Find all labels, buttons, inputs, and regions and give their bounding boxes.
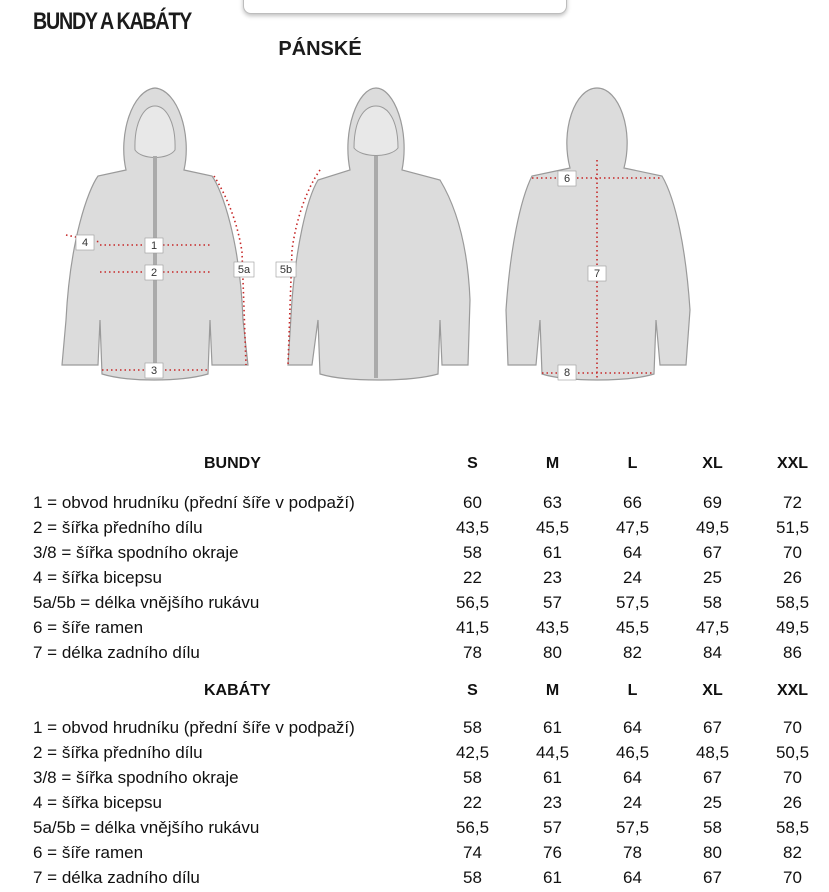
cell-s: 56,5 [455, 593, 490, 612]
row-label: 7 = délka zadního dílu [33, 868, 200, 887]
cell-m: 61 [543, 868, 562, 887]
cell-xxl: 26 [783, 568, 802, 587]
svg-text:5b: 5b [279, 264, 293, 276]
cell-xxl: 86 [783, 643, 802, 662]
cell-xl: 25 [703, 793, 722, 812]
cell-l: 57,5 [615, 818, 650, 837]
cell-l: 64 [623, 543, 642, 562]
cell-xl: 47,5 [695, 618, 730, 637]
size-header-l: L [627, 682, 638, 699]
svg-text:2: 2 [150, 267, 158, 279]
svg-text:4: 4 [81, 237, 89, 249]
row-label: 3/8 = šířka spodního okraje [33, 768, 239, 787]
cell-l: 64 [623, 868, 642, 887]
table-title: BUNDY [204, 455, 261, 472]
size-header-s: S [467, 455, 478, 472]
table-header [0, 682, 829, 706]
jacket-back-figure [506, 88, 690, 380]
cell-s: 43,5 [455, 518, 490, 537]
marker-4 [76, 235, 94, 250]
svg-text:1: 1 [150, 240, 158, 252]
table-row [0, 568, 829, 592]
cell-xxl: 58,5 [775, 593, 810, 612]
row-label: 5a/5b = délka vnějšího rukávu [33, 818, 260, 837]
cell-m: 63 [543, 493, 562, 512]
table-row [0, 768, 829, 792]
cell-s: 22 [463, 793, 482, 812]
cell-l: 78 [623, 843, 642, 862]
cell-xl: 67 [703, 718, 722, 737]
table-row [0, 493, 829, 517]
size-header-m: M [545, 455, 560, 472]
table-row [0, 593, 829, 617]
cell-xxl: 70 [783, 543, 802, 562]
marker-7 [588, 266, 606, 281]
cell-xxl: 50,5 [775, 743, 810, 762]
cell-s: 74 [463, 843, 482, 862]
cell-xl: 69 [703, 493, 722, 512]
cell-s: 58 [463, 868, 482, 887]
cell-xxl: 72 [783, 493, 802, 512]
jacket-front-figure [62, 88, 248, 380]
marker-1 [145, 238, 163, 253]
cell-xl: 67 [703, 868, 722, 887]
table-row [0, 518, 829, 542]
cell-m: 57 [543, 593, 562, 612]
jacket-side-figure [288, 88, 470, 380]
size-header-xl: XL [702, 455, 723, 472]
cell-l: 45,5 [615, 618, 650, 637]
table-title: KABÁTY [204, 682, 271, 699]
cell-xxl: 70 [783, 868, 802, 887]
cell-m: 61 [543, 543, 562, 562]
cell-m: 23 [543, 793, 562, 812]
cell-l: 57,5 [615, 593, 650, 612]
cell-xl: 67 [703, 543, 722, 562]
svg-text:7: 7 [593, 268, 601, 280]
cell-l: 66 [623, 493, 642, 512]
cell-m: 61 [543, 768, 562, 787]
cell-s: 58 [463, 718, 482, 737]
cell-l: 64 [623, 768, 642, 787]
cell-xl: 48,5 [695, 743, 730, 762]
size-header-m: M [545, 682, 560, 699]
row-label: 4 = šířka bicepsu [33, 793, 162, 812]
cell-xxl: 82 [783, 843, 802, 862]
marker-6 [558, 171, 576, 186]
cell-xl: 67 [703, 768, 722, 787]
cell-s: 42,5 [455, 743, 490, 762]
table-row [0, 543, 829, 567]
size-header-s: S [467, 682, 478, 699]
row-label: 2 = šířka předního dílu [33, 518, 203, 537]
size-header-xxl: XXL [776, 682, 809, 699]
jacket-diagrams [0, 80, 829, 400]
row-label: 6 = šíře ramen [33, 843, 144, 862]
cell-xl: 49,5 [695, 518, 730, 537]
cell-l: 24 [623, 568, 642, 587]
table-row [0, 818, 829, 842]
table-header [0, 455, 829, 479]
cell-xxl: 58,5 [775, 818, 810, 837]
cell-xl: 84 [703, 643, 722, 662]
row-label: 4 = šířka bicepsu [33, 568, 162, 587]
svg-text:6: 6 [563, 173, 571, 185]
cell-l: 46,5 [615, 743, 650, 762]
row-label: 1 = obvod hrudníku (přední šíře v podpaží) [33, 718, 355, 737]
cell-l: 47,5 [615, 518, 650, 537]
table-row [0, 718, 829, 742]
marker-5a [234, 262, 254, 277]
table-row [0, 843, 829, 867]
top-bar [243, 0, 567, 14]
cell-xl: 58 [703, 593, 722, 612]
svg-text:3: 3 [150, 365, 158, 377]
row-label: 6 = šíře ramen [33, 618, 144, 637]
cell-xxl: 49,5 [775, 618, 810, 637]
cell-l: 82 [623, 643, 642, 662]
table-row [0, 643, 829, 667]
marker-5b [276, 262, 296, 277]
cell-s: 58 [463, 768, 482, 787]
page-subtitle: PÁNSKÉ [278, 38, 362, 60]
cell-s: 58 [463, 543, 482, 562]
cell-xl: 25 [703, 568, 722, 587]
row-label: 5a/5b = délka vnějšího rukávu [33, 593, 260, 612]
row-label: 3/8 = šířka spodního okraje [33, 543, 239, 562]
cell-m: 44,5 [535, 743, 570, 762]
page-title: BUNDY A KABÁTY [33, 8, 192, 35]
marker-8 [558, 365, 576, 380]
row-label: 7 = délka zadního dílu [33, 643, 200, 662]
cell-m: 76 [543, 843, 562, 862]
cell-m: 80 [543, 643, 562, 662]
cell-s: 60 [463, 493, 482, 512]
cell-xxl: 26 [783, 793, 802, 812]
cell-m: 45,5 [535, 518, 570, 537]
cell-s: 41,5 [455, 618, 490, 637]
cell-l: 64 [623, 718, 642, 737]
table-row [0, 618, 829, 642]
svg-text:8: 8 [563, 367, 571, 379]
cell-xxl: 51,5 [775, 518, 810, 537]
size-header-xl: XL [702, 682, 723, 699]
row-label: 2 = šířka předního dílu [33, 743, 203, 762]
cell-xl: 80 [703, 843, 722, 862]
cell-xl: 58 [703, 818, 722, 837]
table-row [0, 743, 829, 767]
table-row [0, 868, 829, 892]
cell-s: 22 [463, 568, 482, 587]
cell-s: 56,5 [455, 818, 490, 837]
cell-m: 23 [543, 568, 562, 587]
cell-s: 78 [463, 643, 482, 662]
marker-3 [145, 363, 163, 378]
cell-m: 61 [543, 718, 562, 737]
svg-text:5a: 5a [237, 264, 251, 276]
cell-m: 43,5 [535, 618, 570, 637]
cell-xxl: 70 [783, 718, 802, 737]
row-label: 1 = obvod hrudníku (přední šíře v podpaží) [33, 493, 355, 512]
cell-xxl: 70 [783, 768, 802, 787]
cell-m: 57 [543, 818, 562, 837]
size-header-l: L [627, 455, 638, 472]
cell-l: 24 [623, 793, 642, 812]
marker-2 [145, 265, 163, 280]
size-header-xxl: XXL [776, 455, 809, 472]
table-row [0, 793, 829, 817]
